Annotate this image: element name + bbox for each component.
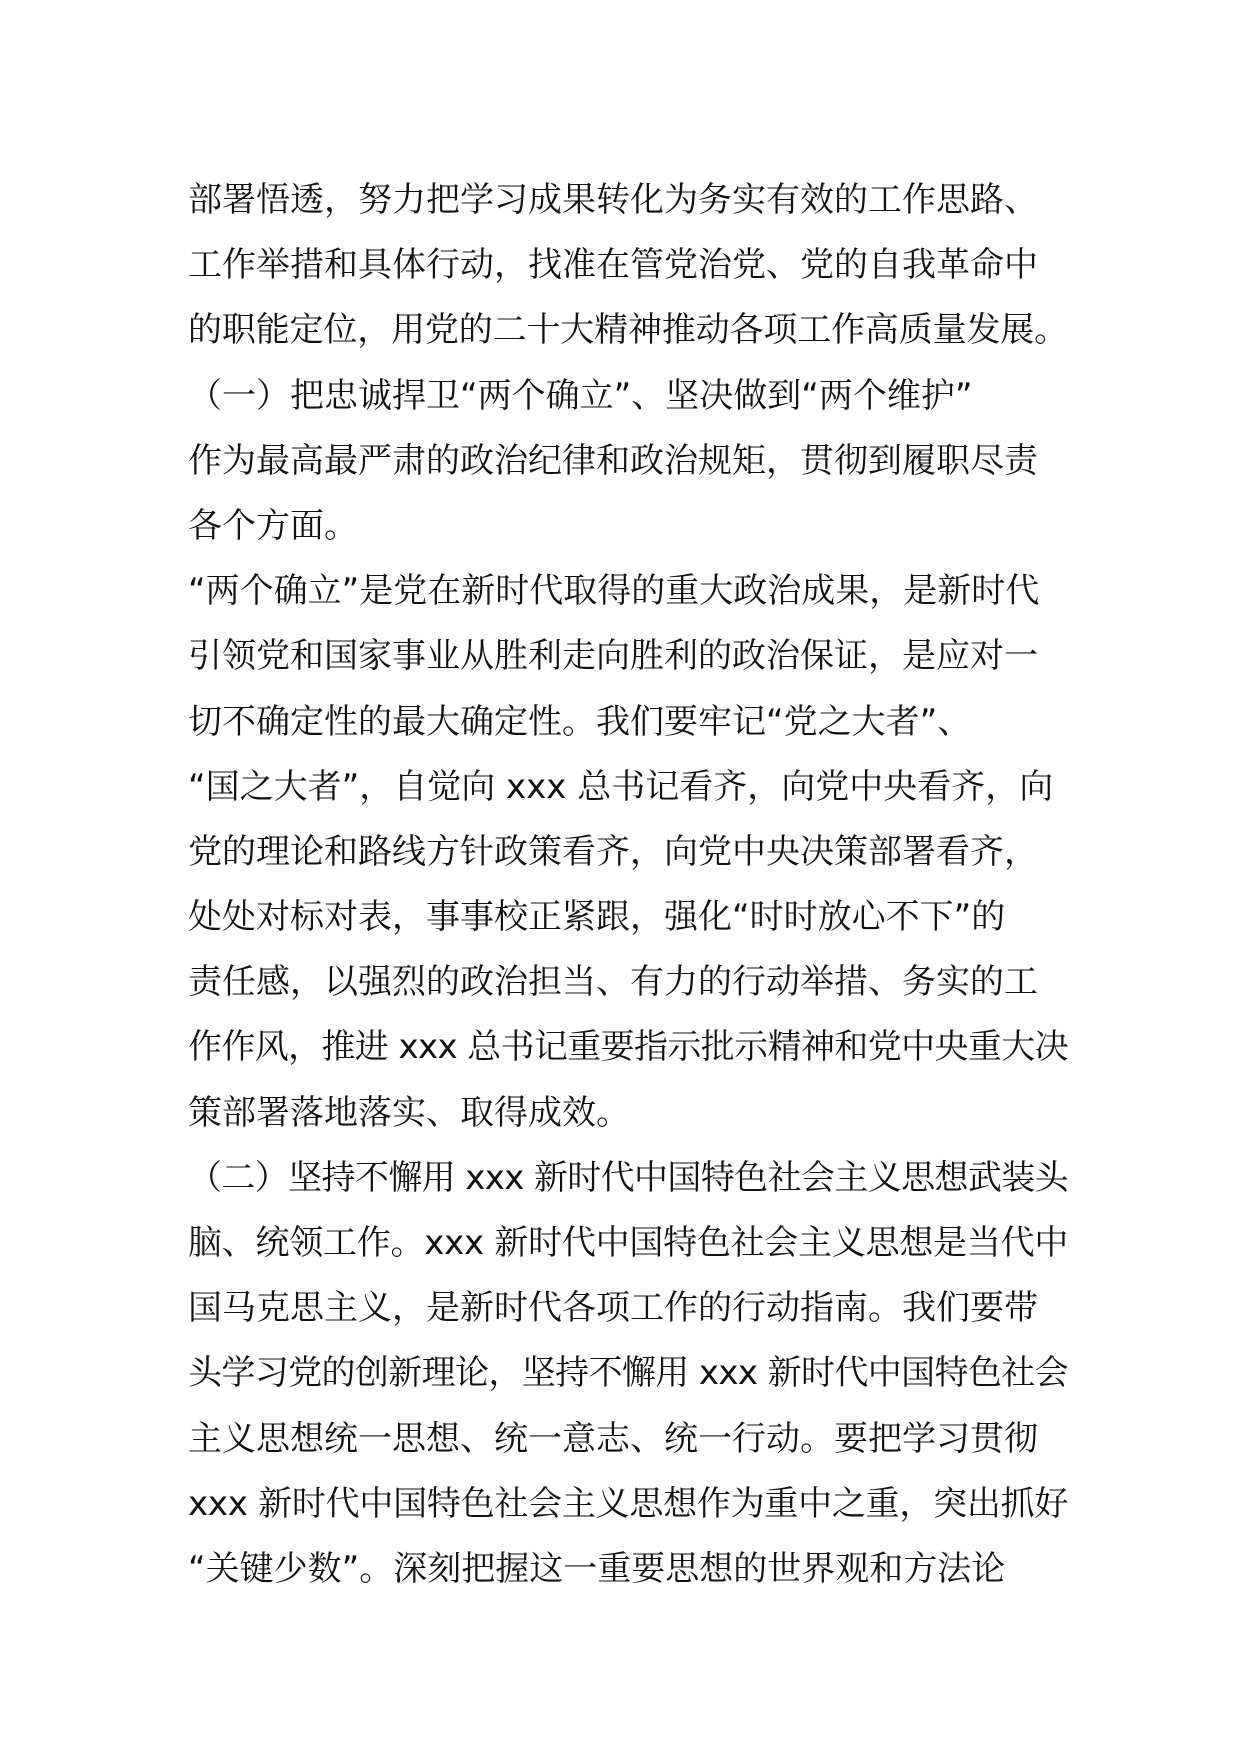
text-line: 引领党和国家事业从胜利走向胜利的政治保证，是应对一 — [188, 636, 1038, 677]
text-line: 头学习党的创新理论，坚持不懈用 xxx 新时代中国特色社会 — [188, 1353, 1068, 1394]
text-line: 处处对标对表，事事校正紧跟，强化“时时放心不下”的 — [188, 897, 1006, 938]
text-line: xxx 新时代中国特色社会主义思想作为重中之重，突出抓好 — [188, 1483, 1069, 1524]
text-line: 切不确定性的最大确定性。我们要牢记“党之大者”、 — [188, 701, 972, 742]
section-heading-1-line: （一）把忠诚捍卫“两个确立”、坚决做到“两个维护” — [188, 375, 973, 416]
section-heading-2-line: （二）坚持不懈用 xxx 新时代中国特色社会主义思想武装头 — [188, 1157, 1068, 1198]
body-text — [188, 168, 1068, 1602]
text-line: “关键少数”。深刻把握这一重要思想的世界观和方法论 — [188, 1548, 1006, 1589]
section-heading-1-line: 作为最高最严肃的政治纪律和政治规矩，贯彻到履职尽责 — [188, 440, 1038, 481]
text-line: 主义思想统一思想、统一意志、统一行动。要把学习贯彻 — [188, 1418, 1038, 1459]
text-line: 作作风，推进 xxx 总书记重要指示批示精神和党中央重大决 — [188, 1027, 1068, 1068]
text-line: 工作举措和具体行动，找准在管党治党、党的自我革命中 — [188, 245, 1038, 286]
text-line: 部署悟透，努力把学习成果转化为务实有效的工作思路、 — [188, 180, 1038, 220]
text-line: “两个确立”是党在新时代取得的重大政治成果，是新时代 — [188, 571, 1040, 612]
text-line: 党的理论和路线方针政策看齐，向党中央决策部署看齐， — [188, 831, 1038, 872]
text-line: 责任感，以强烈的政治担当、有力的行动举措、务实的工 — [188, 962, 1038, 1003]
text-line: 国马克思主义，是新时代各项工作的行动指南。我们要带 — [188, 1288, 1038, 1329]
text-line: “国之大者”，自觉向 xxx 总书记看齐，向党中央看齐，向 — [188, 766, 1054, 807]
text-line: 策部署落地落实、取得成效。 — [188, 1092, 630, 1133]
text-line: 的职能定位，用党的二十大精神推动各项工作高质量发展。 — [188, 310, 1068, 351]
text-line: 脑、统领工作。xxx 新时代中国特色社会主义思想是当代中 — [188, 1223, 1069, 1263]
section-heading-1-line: 各个方面。 — [188, 505, 358, 546]
